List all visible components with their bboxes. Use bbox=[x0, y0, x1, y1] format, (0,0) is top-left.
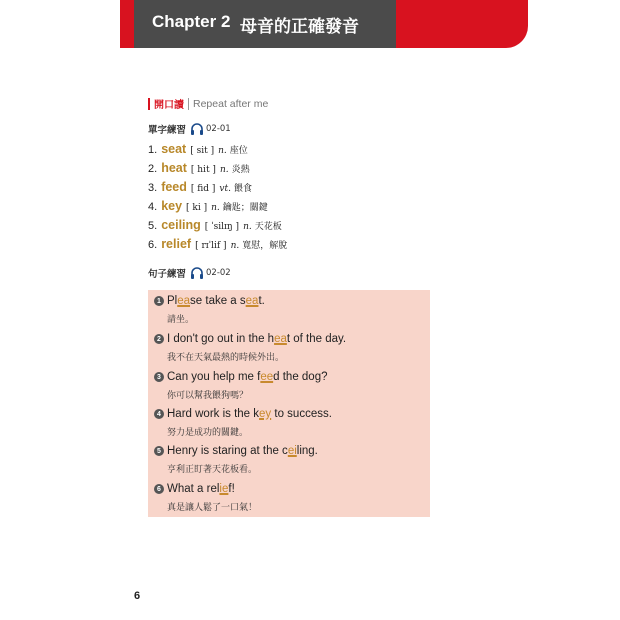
vocab-word: key bbox=[161, 199, 183, 213]
vocab-item bbox=[148, 161, 287, 180]
sentence-zh: 你可以幫我餵狗嗎？ bbox=[167, 391, 249, 401]
vocab-ipa: [ rɪˈlif ] bbox=[195, 241, 227, 251]
vocab-item bbox=[148, 199, 287, 218]
sentence-zh: 我不在天氣最熱的時候外出。 bbox=[167, 353, 285, 363]
vocab-pos: n. bbox=[211, 203, 220, 213]
chapter-label: Chapter 2 bbox=[152, 12, 231, 31]
vocab-number: 6. bbox=[148, 239, 158, 251]
vocab-word: relief bbox=[161, 237, 192, 251]
section-subtitle: Repeat after me bbox=[193, 97, 269, 110]
sentence-number: 3 bbox=[154, 372, 164, 382]
vocab-list bbox=[148, 142, 287, 256]
vocab-word: ceiling bbox=[161, 218, 201, 232]
vocab-item bbox=[148, 218, 287, 237]
section-heading bbox=[148, 96, 268, 111]
section-label: 開口讀 bbox=[154, 100, 184, 111]
sentence-en: Can you help me feed the dog? bbox=[167, 371, 328, 383]
sentence-en: What a relief! bbox=[167, 483, 235, 495]
headphone-icon[interactable] bbox=[190, 123, 204, 135]
chapter-header bbox=[120, 0, 528, 48]
sentence-audio-code: 02-02 bbox=[206, 268, 231, 278]
vocab-word: heat bbox=[161, 161, 187, 175]
vocab-meaning: 寬慰，解脫 bbox=[242, 241, 288, 251]
vocab-ipa: [ hit ] bbox=[190, 165, 216, 175]
sentence-item bbox=[154, 293, 265, 325]
vocab-word: feed bbox=[161, 180, 187, 194]
vocab-meaning: 餵食 bbox=[233, 184, 252, 194]
sentence-zh: 真是讓人鬆了一口氣！ bbox=[167, 503, 258, 513]
sentence-label: 句子練習 bbox=[148, 269, 187, 280]
vocab-meaning: 炎熱 bbox=[231, 165, 250, 175]
sentence-number: 6 bbox=[154, 484, 164, 494]
sentence-heading bbox=[148, 266, 231, 280]
sentence-zh: 努力是成功的關鍵。 bbox=[167, 428, 249, 438]
sentence-en: I don't go out in the heat of the day. bbox=[167, 333, 347, 345]
sentence-item bbox=[154, 481, 257, 513]
vocab-ipa: [ ki ] bbox=[186, 203, 208, 213]
sentence-en: Please take a seat. bbox=[167, 295, 265, 307]
sentence-en: Hard work is the key to success. bbox=[167, 408, 332, 420]
vocab-audio-code: 02-01 bbox=[206, 124, 231, 134]
section-divider bbox=[188, 98, 189, 110]
chapter-tab bbox=[134, 0, 396, 48]
vocab-number: 3. bbox=[148, 182, 158, 194]
sentence-number: 2 bbox=[154, 334, 164, 344]
vocab-number: 5. bbox=[148, 220, 158, 232]
sentence-zh: 亨利正盯著天花板看。 bbox=[167, 465, 258, 475]
vocab-item bbox=[148, 237, 287, 256]
vocab-pos: n. bbox=[230, 241, 240, 251]
vocab-item bbox=[148, 180, 287, 199]
sentence-item bbox=[154, 443, 318, 475]
vocab-word: seat bbox=[161, 142, 187, 156]
vocab-item bbox=[148, 142, 287, 161]
page-number: 6 bbox=[134, 590, 141, 602]
sentence-en: Henry is staring at the ceiling. bbox=[167, 445, 318, 457]
vocab-ipa: [ sit ] bbox=[190, 146, 215, 156]
vocab-pos: n. bbox=[243, 222, 252, 232]
sentence-box bbox=[148, 290, 430, 517]
sentence-number: 5 bbox=[154, 446, 164, 456]
vocab-meaning: 座位 bbox=[229, 146, 248, 156]
headphone-icon[interactable] bbox=[190, 267, 204, 279]
sentence-number: 1 bbox=[154, 296, 164, 306]
vocab-number: 4. bbox=[148, 201, 158, 213]
vocab-meaning: 天花板 bbox=[254, 222, 282, 232]
vocab-label: 單字練習 bbox=[148, 125, 187, 136]
vocab-ipa: [ fid ] bbox=[190, 184, 216, 194]
vocab-number: 2. bbox=[148, 163, 158, 175]
section-marker bbox=[148, 98, 150, 110]
chapter-title: 母音的正確發音 bbox=[240, 17, 359, 37]
vocab-ipa: [ ˈsilɪŋ ] bbox=[204, 222, 240, 232]
sentence-item bbox=[154, 331, 346, 363]
sentence-zh: 請坐。 bbox=[167, 315, 195, 325]
vocab-pos: vt. bbox=[219, 184, 231, 194]
vocab-pos: n. bbox=[218, 146, 227, 156]
vocab-number: 1. bbox=[148, 144, 158, 156]
sentence-number: 4 bbox=[154, 409, 164, 419]
vocab-heading bbox=[148, 122, 231, 136]
vocab-pos: n. bbox=[219, 165, 229, 175]
sentence-item bbox=[154, 406, 332, 438]
vocab-meaning: 鑰匙；關鍵 bbox=[222, 203, 268, 213]
sentence-item bbox=[154, 369, 328, 401]
